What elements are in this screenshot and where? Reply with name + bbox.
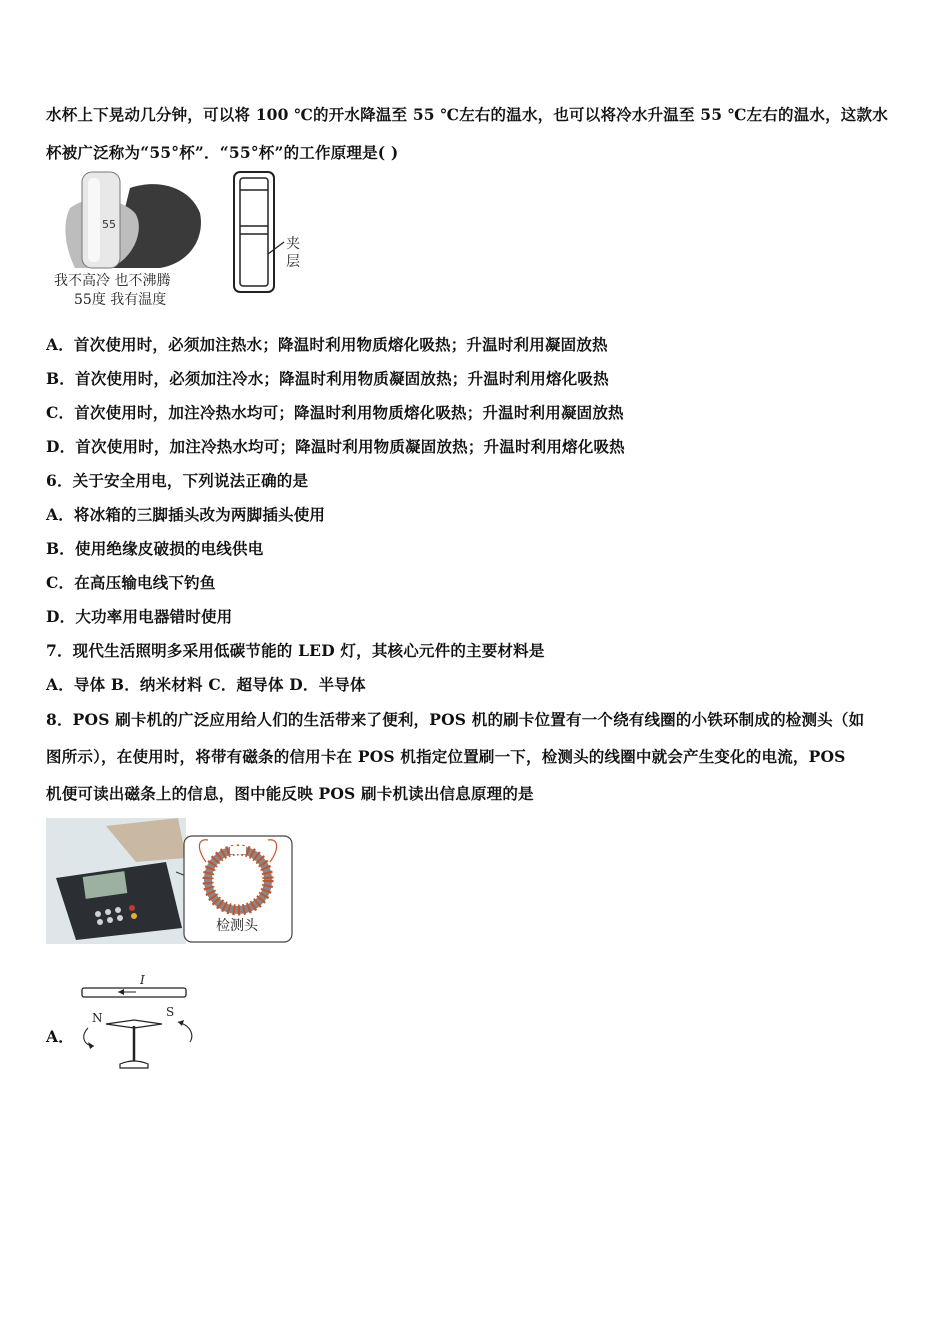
q8-stem-line-3: 机便可读出磁条上的信息，图中能反映 POS 刷卡机读出信息原理的是 bbox=[46, 784, 534, 803]
oersted-experiment-figure bbox=[74, 970, 202, 1080]
q8-stem-line-2: 图所示），在使用时，将带有磁条的信用卡在 POS 机指定位置刷一下，检测头的线圈中就会产生变化的电流，POS bbox=[46, 747, 846, 766]
q6-option-a: A．将冰箱的三脚插头改为两脚插头使用 bbox=[46, 505, 326, 524]
cup-photo-figure bbox=[50, 168, 210, 310]
q5-stem-line-1: 水杯上下晃动几分钟，可以将 100 ℃的开水降温至 55 ℃左右的温水，也可以将冷水升温至 55 ℃左右的温水，这款水 bbox=[46, 105, 888, 124]
pointer-line bbox=[268, 242, 284, 254]
layer-label-1: 夹 bbox=[286, 236, 300, 252]
north-label: N bbox=[92, 1011, 103, 1025]
q7-options: A．导体 B．纳米材料 C．超导体 D．半导体 bbox=[46, 675, 366, 694]
q5-option-c: C．首次使用时，加注冷热水均可；降温时利用物质熔化吸热；升温时利用凝固放热 bbox=[46, 403, 624, 422]
layer-label-2: 层 bbox=[286, 254, 300, 270]
q6-stem: 6．关于安全用电，下列说法正确的是 bbox=[46, 471, 309, 490]
detector-label: 检测头 bbox=[216, 918, 258, 934]
cup-caption-line-2: 55度 我有温度 bbox=[74, 292, 167, 308]
rotation-arrow-right bbox=[178, 1022, 192, 1042]
q7-stem: 7．现代生活照明多采用低碳节能的 LED 灯，其核心元件的主要材料是 bbox=[46, 641, 545, 660]
cup-caption-line-1: 我不高冷 也不沸腾 bbox=[54, 273, 171, 289]
current-label: I bbox=[140, 973, 145, 987]
q8-option-a-label: A． bbox=[46, 1027, 74, 1046]
cup-number-label: 55 bbox=[102, 218, 116, 231]
q5-option-b: B．首次使用时，必须加注冷水；降温时利用物质凝固放热；升温时利用熔化吸热 bbox=[46, 369, 609, 388]
pos-machine-figure bbox=[46, 818, 296, 946]
q6-option-d: D．大功率用电器错时使用 bbox=[46, 607, 233, 626]
q5-option-a: A．首次使用时，必须加注热水；降温时利用物质熔化吸热；升温时利用凝固放热 bbox=[46, 335, 608, 354]
cup-section-figure bbox=[228, 168, 318, 298]
q8-stem-line-1: 8．POS 刷卡机的广泛应用给人们的生活带来了便利，POS 机的刷卡位置有一个绕有线圈的小铁环制成的检测头（如 bbox=[46, 710, 865, 729]
q5-option-d: D．首次使用时，加注冷热水均可；降温时利用物质凝固放热；升温时利用熔化吸热 bbox=[46, 437, 625, 456]
q6-option-b: B．使用绝缘皮破损的电线供电 bbox=[46, 539, 264, 558]
inner-wall bbox=[240, 178, 268, 286]
q6-option-c: C．在高压输电线下钓鱼 bbox=[46, 573, 216, 592]
q5-stem-line-2: 杯被广泛称为“55°杯”．“55°杯”的工作原理是( ) bbox=[46, 143, 399, 162]
stand-base bbox=[120, 1061, 148, 1068]
south-label: S bbox=[166, 1005, 175, 1019]
